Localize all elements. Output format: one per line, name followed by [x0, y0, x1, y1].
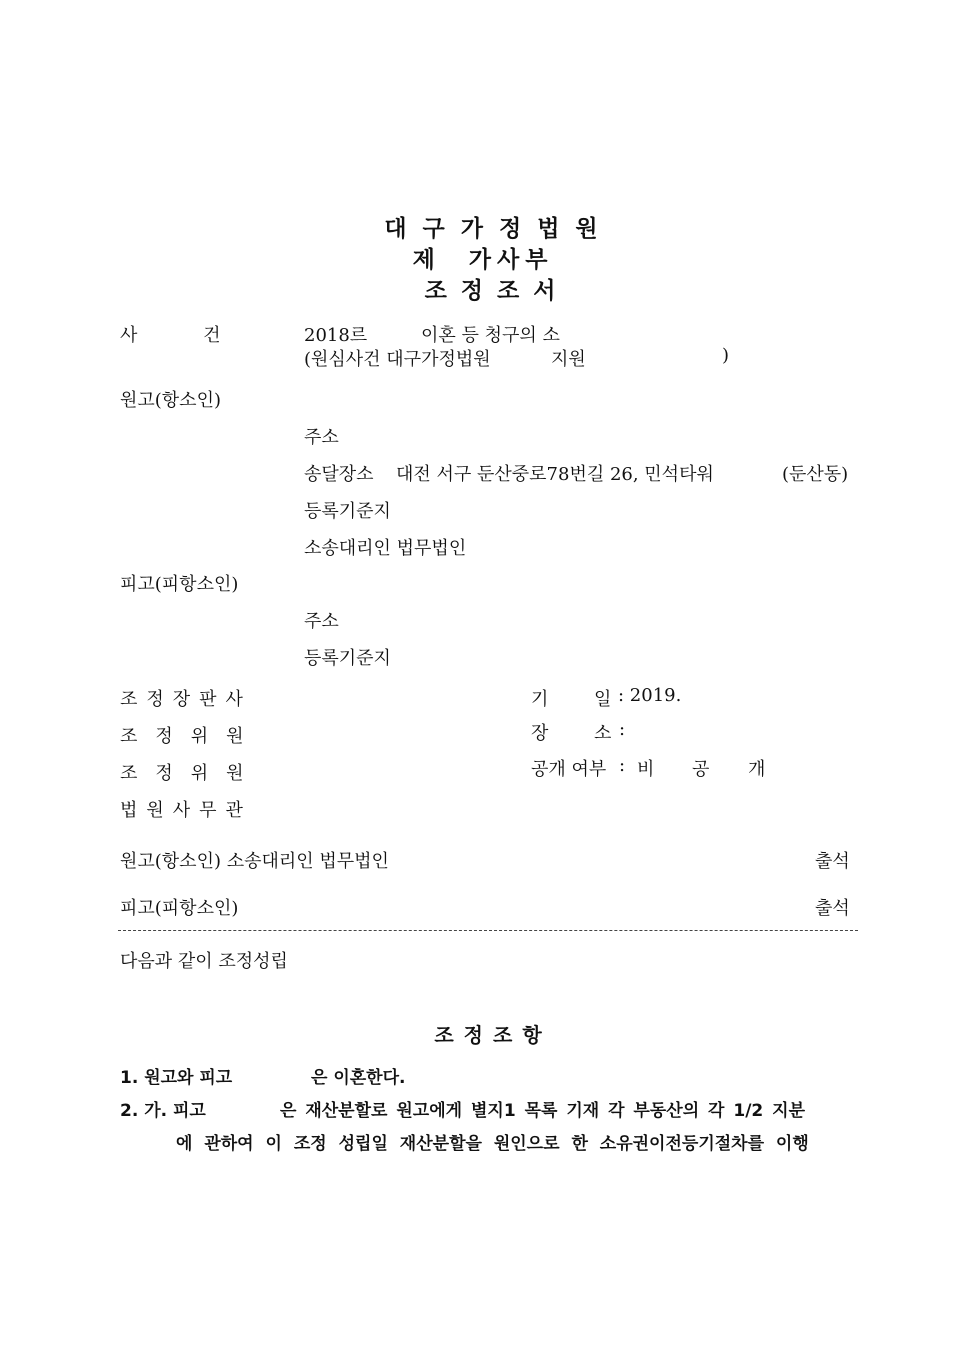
clerk-label: 법원사무관: [120, 800, 252, 821]
defendant-registry-label: 등록기준지: [304, 648, 391, 669]
defendant-address-label: 주소: [304, 611, 339, 632]
plaintiff-service-dong: (둔산동): [782, 464, 849, 485]
mediation-result: 다음과 같이 조정성립: [120, 951, 288, 972]
division-name: [0, 241, 966, 274]
term-2-continuation: 에 관하여 이 조정 성립일 재산분할을 원인으로 한 소유권이전등기절차를 이행: [176, 1134, 809, 1154]
defendant-attendance-line: 피고(피항소인): [120, 898, 239, 919]
case-title: 이혼 등 청구의 소: [421, 325, 560, 346]
term-1-start: 1. 원고와 피고: [120, 1068, 233, 1088]
plaintiff-attendance-line: 원고(항소인) 소송대리인 법무법인: [120, 851, 389, 872]
date-label-1: 기: [531, 689, 549, 710]
plaintiff-address-label: 주소: [304, 427, 339, 448]
public-value-1: 비: [637, 759, 655, 780]
division-label: 가사부: [468, 247, 554, 273]
case-number: 2018르: [304, 325, 368, 346]
document-type: 조정조서: [424, 278, 570, 304]
place-label-1: 장: [531, 723, 549, 744]
public-value-3: 개: [748, 759, 766, 780]
defendant-label: 피고(피항소인): [120, 574, 239, 595]
term-1-end: 은 이혼한다.: [311, 1068, 406, 1088]
date-label-2: 일: [594, 689, 612, 710]
plaintiff-agent-label: 소송대리인 법무법인: [304, 538, 467, 559]
plaintiff-service-label: 송달장소: [304, 464, 374, 485]
place-label-2: 소: [594, 723, 612, 744]
case-label-text: 사 건: [120, 325, 221, 346]
plaintiff-registry-label: 등록기준지: [304, 501, 391, 522]
court-name: 대구가정법원: [384, 216, 614, 242]
case-label: [120, 321, 230, 347]
term-2-start: 2. 가. 피고: [120, 1101, 206, 1121]
mediator1-label: 조정위원: [120, 726, 262, 747]
place-value: :: [619, 719, 626, 740]
origin-case-branch: 지원: [551, 349, 586, 370]
plaintiff-attendance-status: 출석: [815, 851, 850, 872]
term-2-middle: 은 재산분할로 원고에게 별지1 목록 기재 각 부동산의 각 1/2 지분: [280, 1101, 806, 1121]
public-colon: :: [619, 755, 626, 776]
defendant-attendance-status: 출석: [815, 898, 850, 919]
mediator2-label: 조정위원: [120, 763, 262, 784]
division-prefix: 제: [412, 247, 441, 273]
judge-label: 조정장판사: [120, 689, 252, 710]
dashed-divider: [118, 930, 858, 931]
public-label: 공개 여부: [531, 759, 607, 780]
date-value: : 2019.: [618, 685, 682, 706]
plaintiff-label: 원고(항소인): [120, 390, 221, 411]
plaintiff-service-address: 대전 서구 둔산중로78번길 26, 민석타워: [396, 464, 714, 485]
origin-case-close: ): [722, 345, 730, 366]
public-value-2: 공: [692, 759, 710, 780]
origin-case-prefix: (원심사건 대구가정법원: [304, 349, 491, 370]
terms-heading: 조정조항: [434, 1023, 552, 1047]
